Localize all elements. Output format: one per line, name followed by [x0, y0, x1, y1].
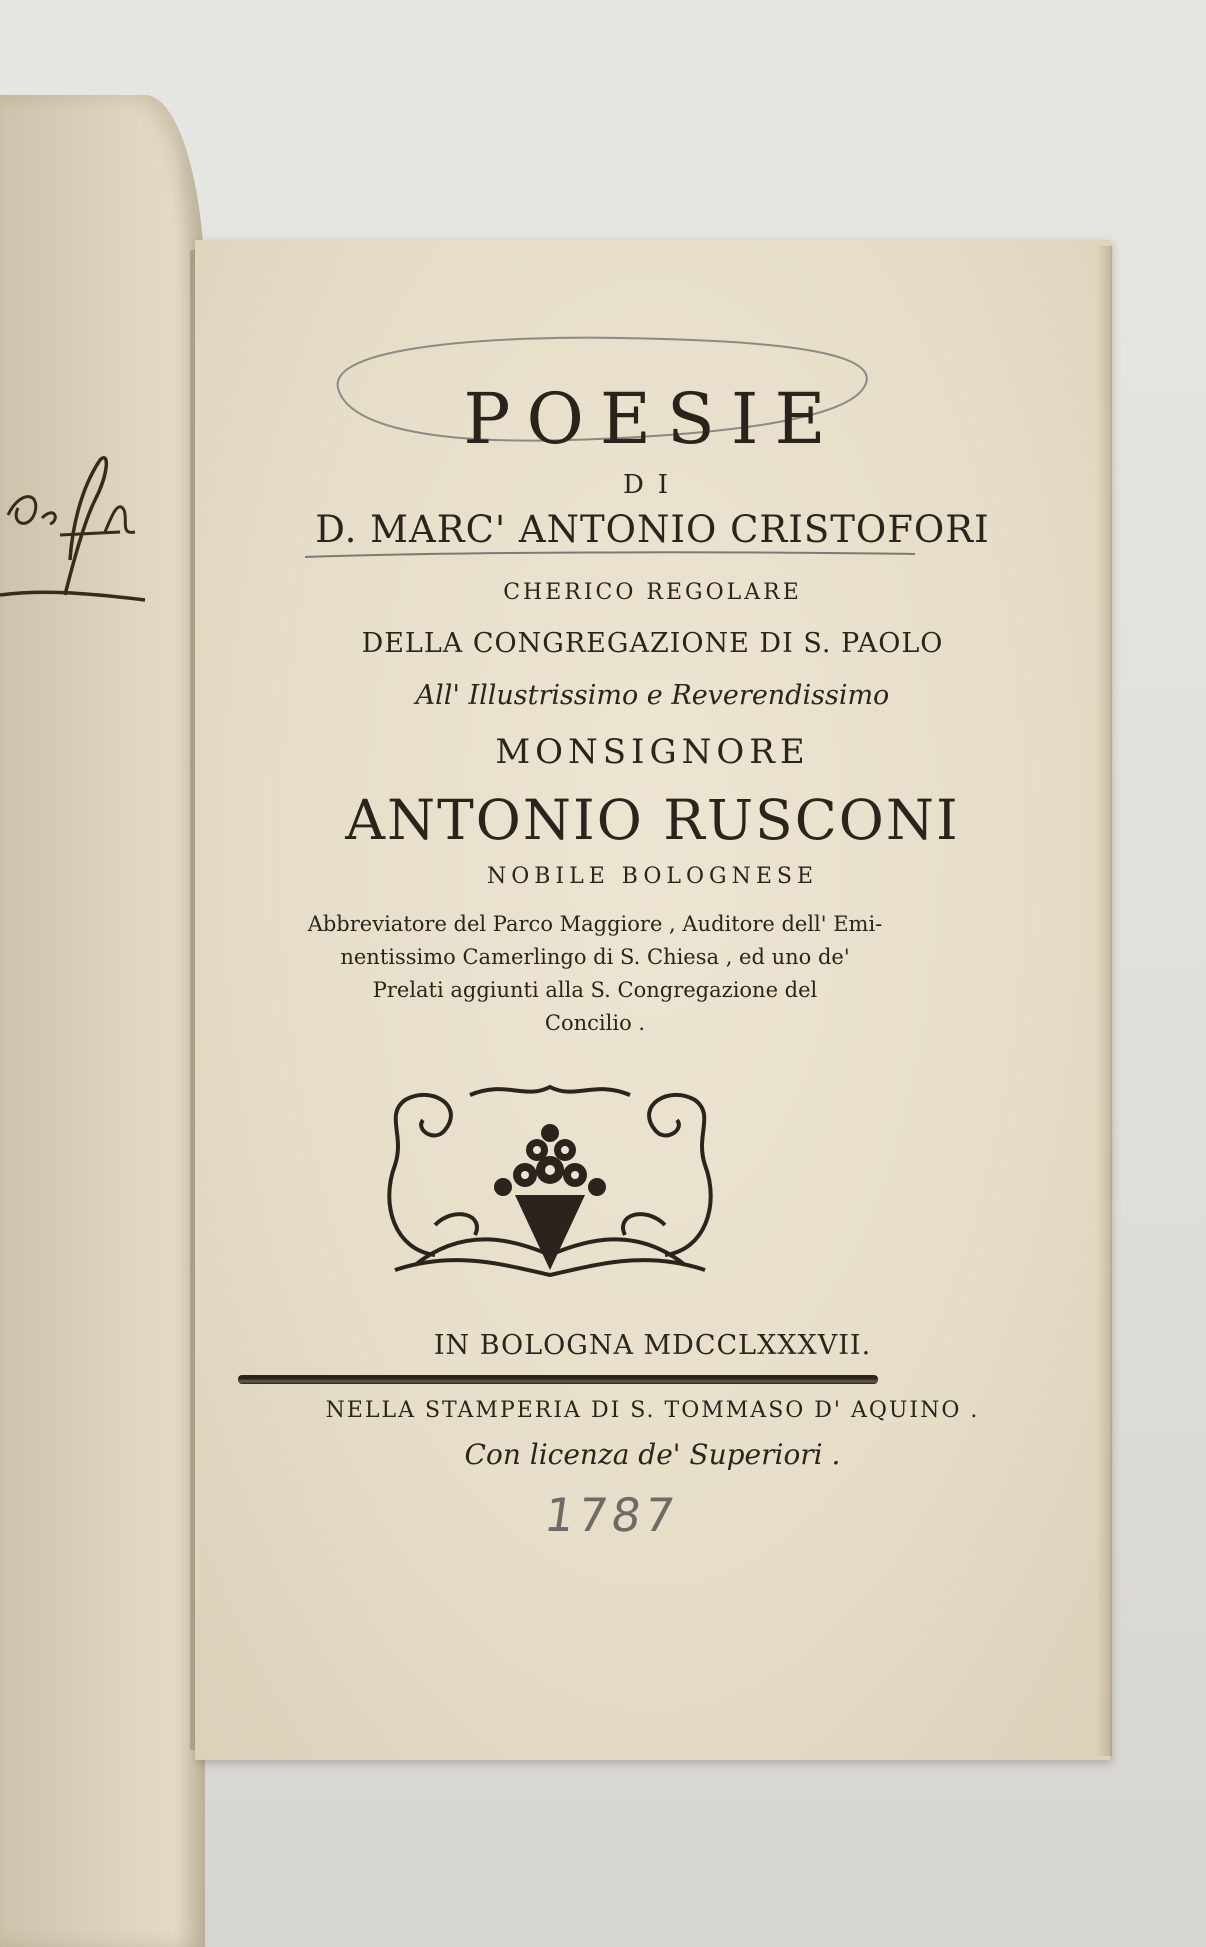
- dedication-line: All' Illustrissimo e Reverendissimo: [415, 680, 890, 711]
- book-title: POESIE: [463, 378, 842, 460]
- titles-line: nentissimo Camerlingo di S. Chiesa , ed uno de': [340, 945, 850, 969]
- printer-ornament-icon: [375, 1075, 725, 1285]
- pencil-underline: [300, 548, 920, 562]
- ink-signature: [0, 420, 150, 620]
- printer-line: NELLA STAMPERIA DI S. TOMMASO D' AQUINO .: [325, 1398, 980, 1423]
- dedicatee-origin: NOBILE BOLOGNESE: [486, 864, 819, 889]
- imprint-rule: [238, 1375, 878, 1384]
- license-line: Con licenza de' Superiori .: [464, 1438, 841, 1471]
- honorific: MONSIGNORE: [495, 732, 810, 772]
- author-congregation: DELLA CONGREGAZIONE DI S. PAOLO: [361, 628, 944, 659]
- imprint-place-date: IN BOLOGNA MDCCLXXXVII.: [433, 1330, 872, 1361]
- pencil-year-note: 1787: [541, 1488, 682, 1542]
- titles-line: Abbreviatore del Parco Maggiore , Auditore dell' Emi-: [307, 912, 883, 936]
- titles-line: Concilio .: [544, 1011, 646, 1035]
- author-role: CHERICO REGOLARE: [503, 580, 802, 605]
- dedicatee-name: ANTONIO RUSCONI: [345, 788, 960, 852]
- title-preposition: DI: [622, 470, 683, 500]
- author-name: D. MARC' ANTONIO CRISTOFORI: [315, 508, 990, 551]
- left-facing-page: [0, 95, 205, 1947]
- dedicatee-titles: [255, 908, 935, 1040]
- titles-line: Prelati aggiunti alla S. Congregazione del: [372, 978, 818, 1002]
